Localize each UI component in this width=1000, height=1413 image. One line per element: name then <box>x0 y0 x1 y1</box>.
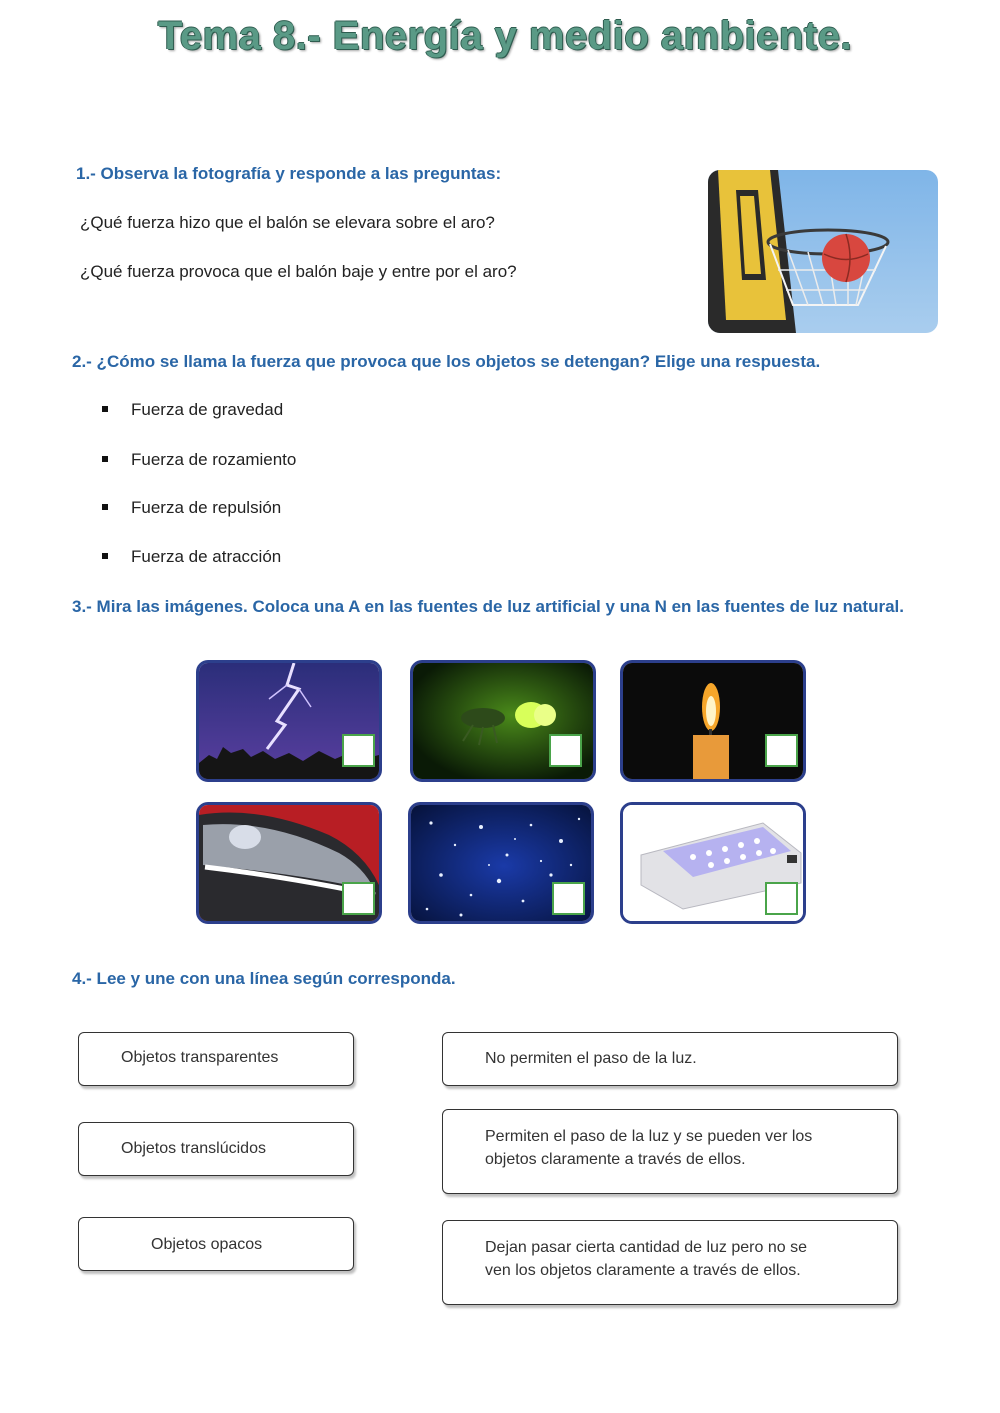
stars-image <box>408 802 594 924</box>
match-left-opacos[interactable] <box>78 1217 354 1271</box>
answer-box[interactable] <box>342 734 375 767</box>
basketball-photo <box>708 170 938 333</box>
option-label: Fuerza de rozamiento <box>131 450 297 469</box>
match-right-no-permiten[interactable] <box>442 1032 898 1086</box>
answer-box[interactable] <box>552 882 585 915</box>
question-4-heading: 4.- Lee y une con una línea según corresponda. <box>72 969 456 988</box>
question-1-heading: 1.- Observa la fotografía y responde a las preguntas: <box>76 164 502 183</box>
match-right-line: Dejan pasar cierta cantidad de luz pero no se <box>485 1239 807 1256</box>
headlight-image <box>196 802 382 924</box>
match-left-translucidos[interactable] <box>78 1122 354 1176</box>
lightning-image <box>196 660 382 782</box>
candle-image <box>620 660 806 782</box>
match-left-label: Objetos translúcidos <box>121 1140 266 1157</box>
firefly-image <box>410 660 596 782</box>
match-right-dejan-pasar[interactable] <box>442 1220 898 1305</box>
answer-box[interactable] <box>342 882 375 915</box>
option-label: Fuerza de gravedad <box>131 400 284 419</box>
match-left-transparentes[interactable] <box>78 1032 354 1086</box>
match-left-label: Objetos opacos <box>151 1236 263 1253</box>
question-3-heading: 3.- Mira las imágenes. Coloca una A en las fuentes de luz artificial y una N en las fuentes de luz natural. <box>72 597 904 616</box>
option-gravedad[interactable] <box>102 400 283 420</box>
match-right-line: objetos claramente a través de ellos. <box>485 1151 746 1168</box>
answer-box[interactable] <box>765 734 798 767</box>
option-repulsion[interactable] <box>102 498 281 518</box>
option-rozamiento[interactable] <box>102 450 296 470</box>
match-right-permiten[interactable] <box>442 1109 898 1194</box>
answer-box[interactable] <box>549 734 582 767</box>
option-atraccion[interactable] <box>102 547 281 567</box>
match-right-label: No permiten el paso de la luz. <box>485 1050 697 1067</box>
match-right-line: ven los objetos claramente a través de ellos. <box>485 1262 801 1279</box>
emergency-lamp-image <box>620 802 806 924</box>
answer-box[interactable] <box>765 882 798 915</box>
match-right-line: Permiten el paso de la luz y se pueden ver los <box>485 1128 813 1145</box>
option-label: Fuerza de atracción <box>131 547 282 566</box>
option-label: Fuerza de repulsión <box>131 498 282 517</box>
question-1-line: ¿Qué fuerza provoca que el balón baje y entre por el aro? <box>80 262 517 281</box>
question-2-heading: 2.- ¿Cómo se llama la fuerza que provoca que los objetos se detengan? Elige una respuesta. <box>72 352 821 371</box>
page-title: Tema 8.- Energía y medio ambiente. <box>157 14 853 58</box>
match-left-label: Objetos transparentes <box>121 1049 279 1066</box>
question-1-line: ¿Qué fuerza hizo que el balón se elevara sobre el aro? <box>80 213 495 232</box>
